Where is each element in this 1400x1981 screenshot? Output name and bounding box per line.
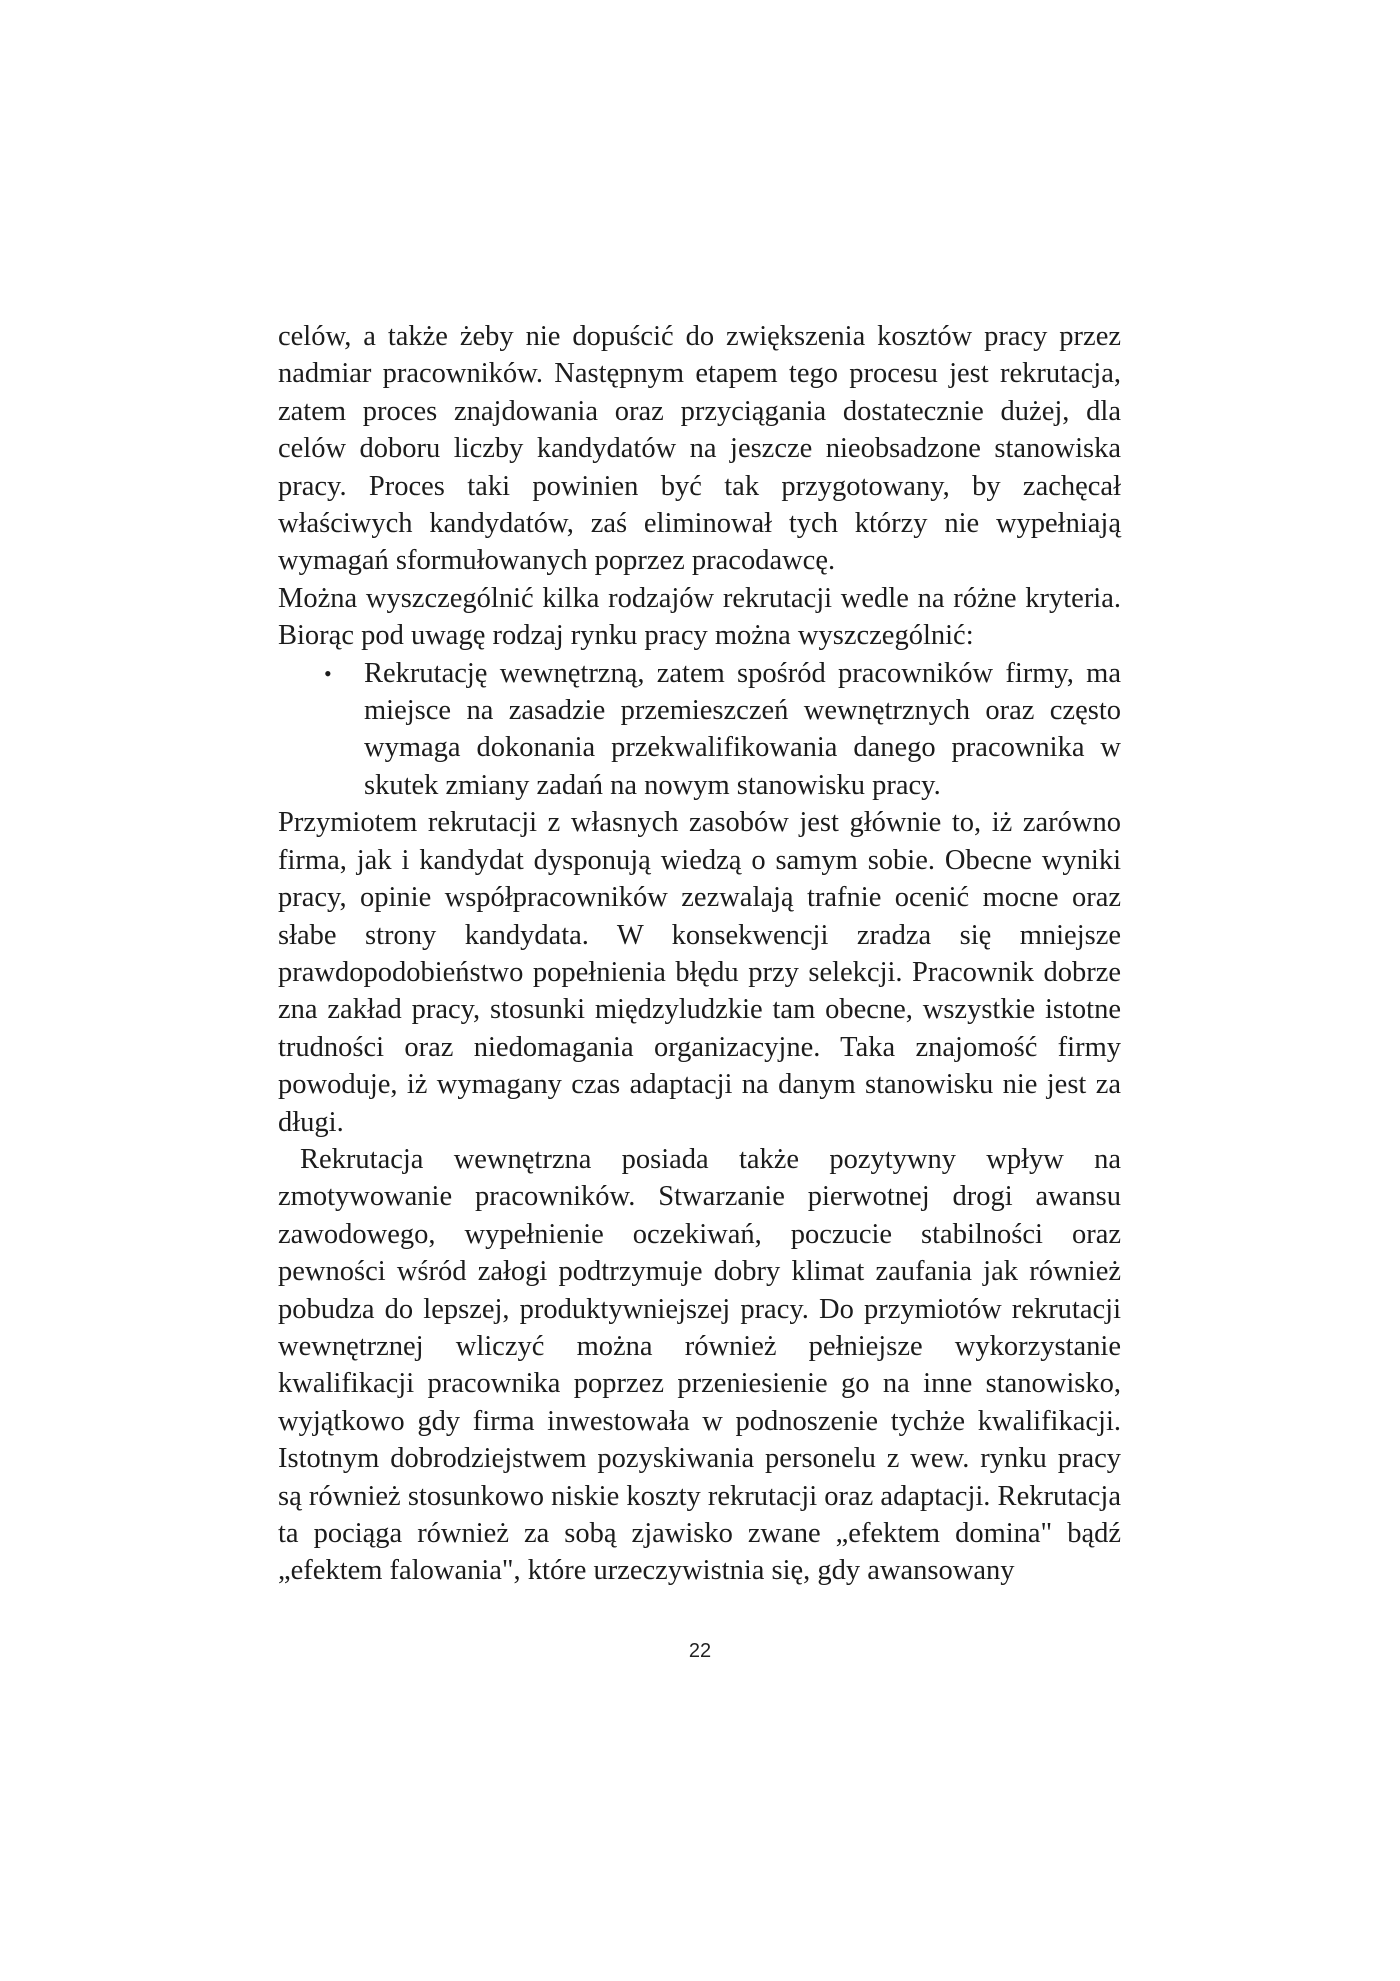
page-number: 22 bbox=[688, 1640, 712, 1662]
list-item-text: Rekrutację wewnętrzną, zatem spośród pracowników firmy, ma miejsce na zasadzie przemieszczeń wewnętrznych oraz często wymaga dokonania przekwalifikowania danego pracownika w skutek zmiany zadań na nowym stanowisku pracy. bbox=[364, 657, 1121, 801]
paragraph: Można wyszczególnić kilka rodzajów rekrutacji wedle na różne kryteria. Biorąc pod uwagę rodzaj rynku pracy można wyszczególnić: bbox=[278, 582, 1121, 652]
list-item bbox=[278, 655, 1121, 805]
paragraph: Rekrutacja wewnętrzna posiada także pozytywny wpływ na zmotywowanie pracowników. Stwarzanie pierwotnej drogi awansu zawodowego, wypełnienie oczekiwań, poczucie stabilności oraz pewności wśród załogi podtrzymuje dobry klimat zaufania jak również pobudza do lepszej, produktywniejszej pracy. Do przymiotów rekrutacji wewnętrznej wliczyć można również pełniejsze wykorzystanie kwalifikacji pracownika poprzez przeniesienie go na inne stanowisko, wyjątkowo gdy firma inwestowała w podnoszenie tychże kwalifikacji. Istotnym dobrodziejstwem pozyskiwania personelu z wew. rynku pracy są również stosunkowo niskie koszty rekrutacji oraz adaptacji. Rekrutacja ta pociąga również za sobą zjawisko zwane „efektem domina" bądź „efektem falowania", które urzeczywistnia się, gdy awansowany bbox=[278, 1143, 1121, 1587]
paragraph: Przymiotem rekrutacji z własnych zasobów jest głównie to, iż zarówno firma, jak i kandydat dysponują wiedzą o samym sobie. Obecne wyniki pracy, opinie współpracowników zezwalają trafnie ocenić mocne oraz słabe strony kandydata. W konsekwencji zradza się mniejsze prawdopodobieństwo popełnienia błędu przy selekcji. Pracownik dobrze zna zakład pracy, stosunki międzyludzkie tam obecne, wszystkie istotne trudności oraz niedomagania organizacyjne. Taka znajomość firmy powoduje, iż wymagany czas adaptacji na danym stanowisku nie jest za długi. bbox=[278, 807, 1121, 1138]
bullet-icon: • bbox=[324, 660, 332, 686]
body-text bbox=[278, 318, 1121, 1590]
bullet-list bbox=[278, 655, 1121, 805]
paragraph: celów, a także żeby nie dopuścić do zwiększenia kosztów pracy przez nadmiar pracowników. Następnym etapem tego procesu jest rekrutacja, zatem proces znajdowania oraz przyciągania dostatecznie dużej, dla celów doboru liczby kandydatów na jeszcze nieobsadzone stanowiska pracy. Proces taki powinien być tak przygotowany, by zachęcał właściwych kandydatów, zaś eliminował tych którzy nie wypełniają wymagań sformułowanych poprzez pracodawcę. bbox=[278, 321, 1121, 577]
